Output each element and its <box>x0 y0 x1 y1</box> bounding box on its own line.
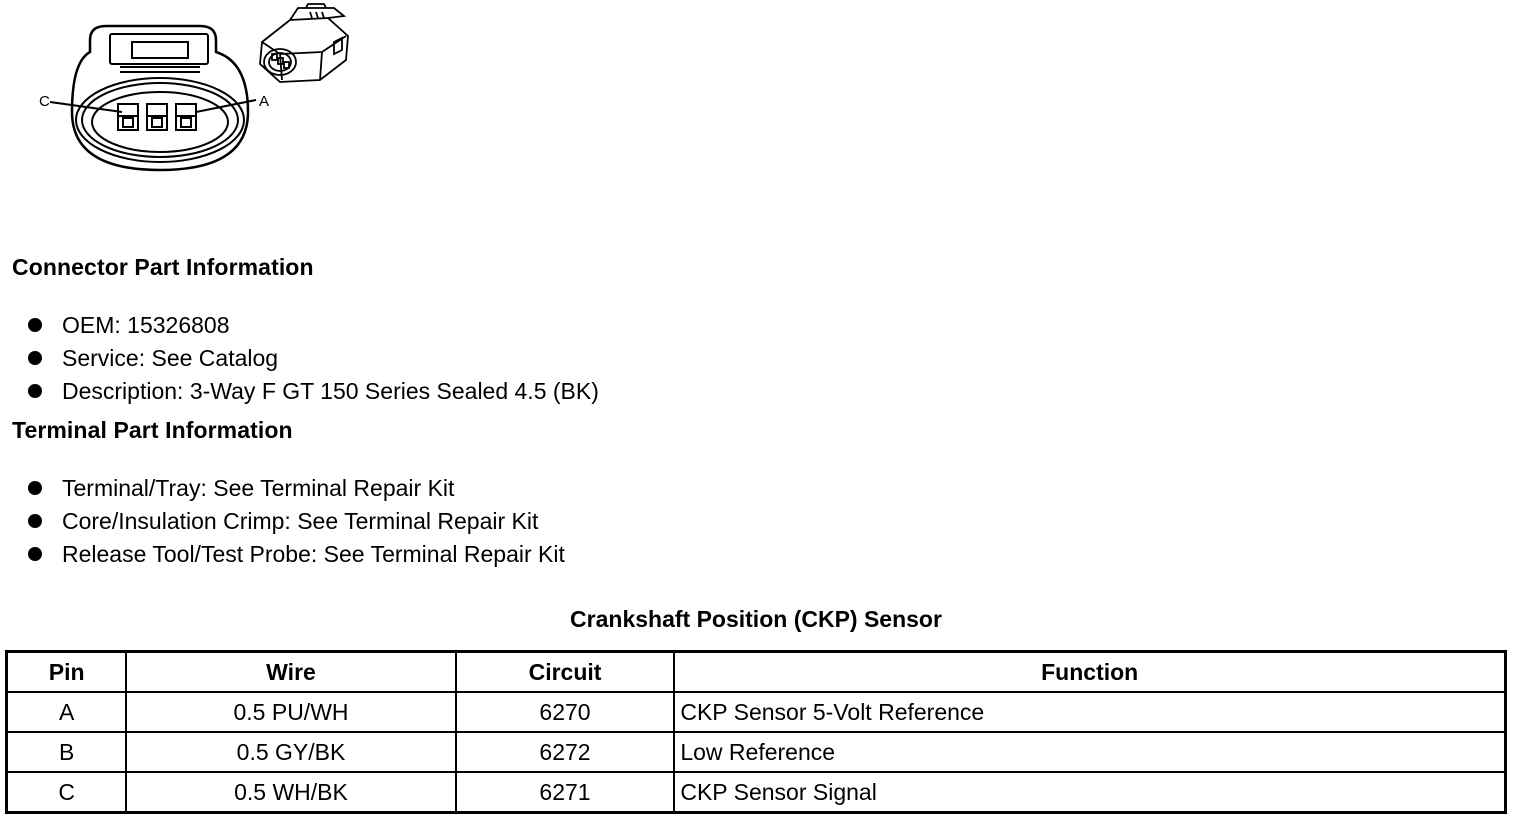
bullet-icon <box>28 481 42 495</box>
header-circuit: Circuit <box>456 652 675 693</box>
list-item <box>28 341 599 374</box>
list-item-text: Service: See Catalog <box>62 344 279 371</box>
pin-table <box>5 650 1507 814</box>
terminal-part-list <box>28 471 565 570</box>
list-item-text: Terminal/Tray: See Terminal Repair Kit <box>62 474 455 501</box>
cell-pin: B <box>7 732 127 772</box>
connector-3d-illustration <box>250 2 360 92</box>
cell-function: CKP Sensor Signal <box>674 772 1505 813</box>
list-item <box>28 471 565 504</box>
list-item <box>28 374 599 407</box>
header-pin: Pin <box>7 652 127 693</box>
table-header-row <box>7 652 1506 693</box>
list-item-text: Core/Insulation Crimp: See Terminal Repair Kit <box>62 507 539 534</box>
header-wire: Wire <box>126 652 455 693</box>
cell-pin: C <box>7 772 127 813</box>
cell-wire: 0.5 WH/BK <box>126 772 455 813</box>
cell-circuit: 6271 <box>456 772 675 813</box>
list-item <box>28 504 565 537</box>
cell-function: CKP Sensor 5-Volt Reference <box>674 692 1505 732</box>
table-title: Crankshaft Position (CKP) Sensor <box>570 606 942 632</box>
header-function: Function <box>674 652 1505 693</box>
bullet-icon <box>28 384 42 398</box>
table-row <box>7 772 1506 813</box>
list-item-text: Description: 3-Way F GT 150 Series Sealed 4.5 (BK) <box>62 377 599 404</box>
cell-wire: 0.5 PU/WH <box>126 692 455 732</box>
cell-pin: A <box>7 692 127 732</box>
list-item <box>28 308 599 341</box>
table-row <box>7 732 1506 772</box>
cell-wire: 0.5 GY/BK <box>126 732 455 772</box>
pin-label-a: A <box>259 93 270 110</box>
cell-circuit: 6270 <box>456 692 675 732</box>
terminal-part-heading: Terminal Part Information <box>12 417 293 443</box>
bullet-icon <box>28 514 42 528</box>
cell-function: Low Reference <box>674 732 1505 772</box>
pin-label-c: C <box>39 93 50 110</box>
bullet-icon <box>28 318 42 332</box>
list-item <box>28 537 565 570</box>
cell-circuit: 6272 <box>456 732 675 772</box>
bullet-icon <box>28 547 42 561</box>
connector-part-heading: Connector Part Information <box>12 254 314 280</box>
table-row <box>7 692 1506 732</box>
list-item-text: Release Tool/Test Probe: See Terminal Repair Kit <box>62 540 565 567</box>
connector-part-list <box>28 308 599 407</box>
list-item-text: OEM: 15326808 <box>62 311 230 338</box>
bullet-icon <box>28 351 42 365</box>
